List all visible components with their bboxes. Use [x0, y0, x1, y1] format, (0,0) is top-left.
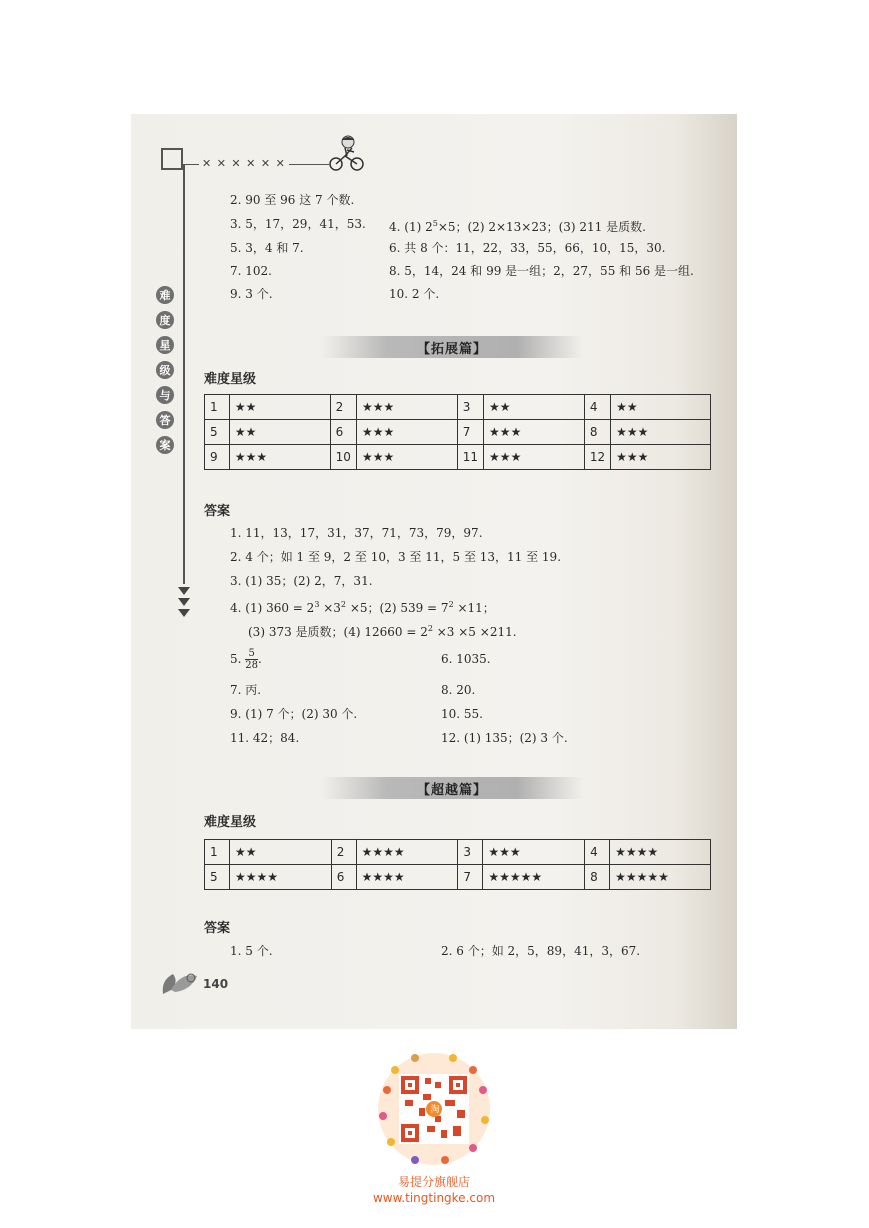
answer-line: 7. 102. — [230, 264, 272, 278]
header-cross-decoration: ✕ ✕ ✕ ✕ ✕ ✕ — [199, 156, 289, 172]
shop-name: 易提分旗舰店 — [397, 1175, 470, 1189]
question-number: 8 — [585, 865, 610, 890]
question-number: 3 — [457, 395, 483, 420]
answer-line: 9. 3 个. — [230, 287, 273, 301]
question-number: 2 — [331, 840, 356, 865]
header-corner-frame — [161, 148, 183, 170]
question-number: 1 — [205, 395, 230, 420]
question-number: 7 — [458, 865, 483, 890]
side-title-char: 星 — [156, 336, 174, 354]
table-row — [205, 445, 711, 470]
table-row — [205, 420, 711, 445]
question-number: 2 — [330, 395, 356, 420]
answer-line: 6. 1035. — [441, 652, 491, 666]
answer-line: 6. 共 8 个：11，22，33，55，66，10，15，30. — [389, 241, 666, 255]
answer-line: 10. 55. — [441, 707, 483, 721]
table-row — [205, 840, 711, 865]
question-number: 8 — [584, 420, 610, 445]
star-rating: ★★★ — [484, 445, 585, 470]
question-number: 1 — [205, 840, 230, 865]
star-rating: ★★★ — [356, 420, 457, 445]
question-number: 9 — [205, 445, 230, 470]
side-title-char: 与 — [156, 386, 174, 404]
side-title-char: 答 — [156, 411, 174, 429]
star-rating: ★★ — [229, 395, 330, 420]
star-rating: ★★★ — [611, 420, 711, 445]
answer-line: 2. 90 至 96 这 7 个数. — [230, 193, 355, 207]
star-rating: ★★★ — [356, 445, 457, 470]
answer-line: 3. 5，17，29，41，53. — [230, 217, 366, 231]
answer-heading: 答案 — [204, 921, 231, 936]
answer-line: 8. 20. — [441, 683, 476, 697]
star-rating: ★★★ — [356, 395, 457, 420]
answer-line: 12. (1) 135；(2) 3 个. — [441, 731, 568, 745]
star-rating: ★★ — [484, 395, 585, 420]
answer-line: 7. 丙. — [230, 683, 262, 697]
fraction: $\frac{5}{28}$ — [245, 648, 259, 671]
table-row — [205, 395, 711, 420]
page-number: 140 — [203, 977, 229, 991]
book-page — [131, 114, 737, 1029]
boy-on-bicycle-icon — [326, 134, 366, 172]
star-rating: ★★★★ — [229, 865, 331, 890]
side-title-char: 级 — [156, 361, 174, 379]
star-rating: ★★★★★ — [610, 865, 711, 890]
section-banner-extension: 【拓展篇】 — [321, 336, 583, 358]
difficulty-rating-table — [204, 394, 711, 470]
star-rating: ★★★★ — [610, 840, 711, 865]
star-rating: ★★ — [611, 395, 711, 420]
answer-line: 1. 5 个. — [230, 944, 273, 958]
shop-url-link[interactable]: www.tingtingke.com — [372, 1191, 496, 1205]
question-number: 12 — [584, 445, 610, 470]
side-title-char: 度 — [156, 311, 174, 329]
answer-line: 5. 3，4 和 7. — [230, 241, 304, 255]
answer-line: 9. (1) 7 个；(2) 30 个. — [230, 707, 358, 721]
star-rating: ★★★ — [229, 445, 330, 470]
difficulty-rating-table — [204, 839, 711, 890]
qr-center-badge: 淘 — [430, 1105, 440, 1115]
question-number: 4 — [585, 840, 610, 865]
leaf-ornament-icon — [157, 964, 205, 1000]
star-rating: ★★★★★ — [483, 865, 585, 890]
side-rule — [183, 164, 185, 584]
question-number: 5 — [205, 420, 230, 445]
side-title-char: 难 — [156, 286, 174, 304]
star-rating: ★★★★ — [356, 840, 458, 865]
rating-heading: 难度星级 — [204, 372, 257, 387]
question-number: 6 — [331, 865, 356, 890]
answer-line: 8. 5，14，24 和 99 是一组；2，27，55 和 56 是一组. — [389, 264, 694, 278]
section-banner-advanced: 【超越篇】 — [321, 777, 583, 799]
star-rating: ★★★ — [611, 445, 711, 470]
question-number: 7 — [457, 420, 483, 445]
star-rating: ★★ — [229, 420, 330, 445]
star-rating: ★★★★ — [356, 865, 458, 890]
answer-line: 11. 42；84. — [230, 731, 300, 745]
star-rating: ★★ — [229, 840, 331, 865]
answer-line: 1. 11，13，17，31，37，71，73，79，97. — [230, 526, 483, 540]
question-number: 5 — [205, 865, 230, 890]
answer-line: 3. (1) 35；(2) 2，7，31. — [230, 574, 373, 588]
answer-line: 5. $\frac{5}{28}$ . — [230, 648, 262, 671]
rating-heading: 难度星级 — [204, 815, 257, 830]
answer-line: 10. 2 个. — [389, 287, 440, 301]
question-number: 10 — [330, 445, 356, 470]
star-rating: ★★★ — [484, 420, 585, 445]
answer-line: (3) 373 是质数；(4) $12660 = 2^2 \times 3 \times 5 \times 211$. — [248, 624, 517, 639]
side-title-char: 案 — [156, 436, 174, 454]
question-number: 3 — [458, 840, 483, 865]
question-number: 6 — [330, 420, 356, 445]
question-number: 4 — [584, 395, 610, 420]
answer-line: 4. (1) $360 = 2^3 \times 3^2 \times 5$；(2) $539 = 7^2 \times 11$； — [230, 600, 495, 615]
down-arrows-icon — [177, 586, 191, 620]
answer-line: 2. 6 个；如 2，5，89，41，3，67. — [441, 944, 641, 958]
star-rating: ★★★ — [483, 840, 585, 865]
table-row — [205, 865, 711, 890]
question-number: 11 — [457, 445, 483, 470]
answer-heading: 答案 — [204, 504, 231, 519]
answer-line: 2. 4 个；如 1 至 9，2 至 10，3 至 11，5 至 13，11 至 19. — [230, 550, 562, 564]
answer-line: 4. (1) $2^5\times 5$；(2) 2×13×23；(3) 211 是质数. — [389, 219, 646, 234]
